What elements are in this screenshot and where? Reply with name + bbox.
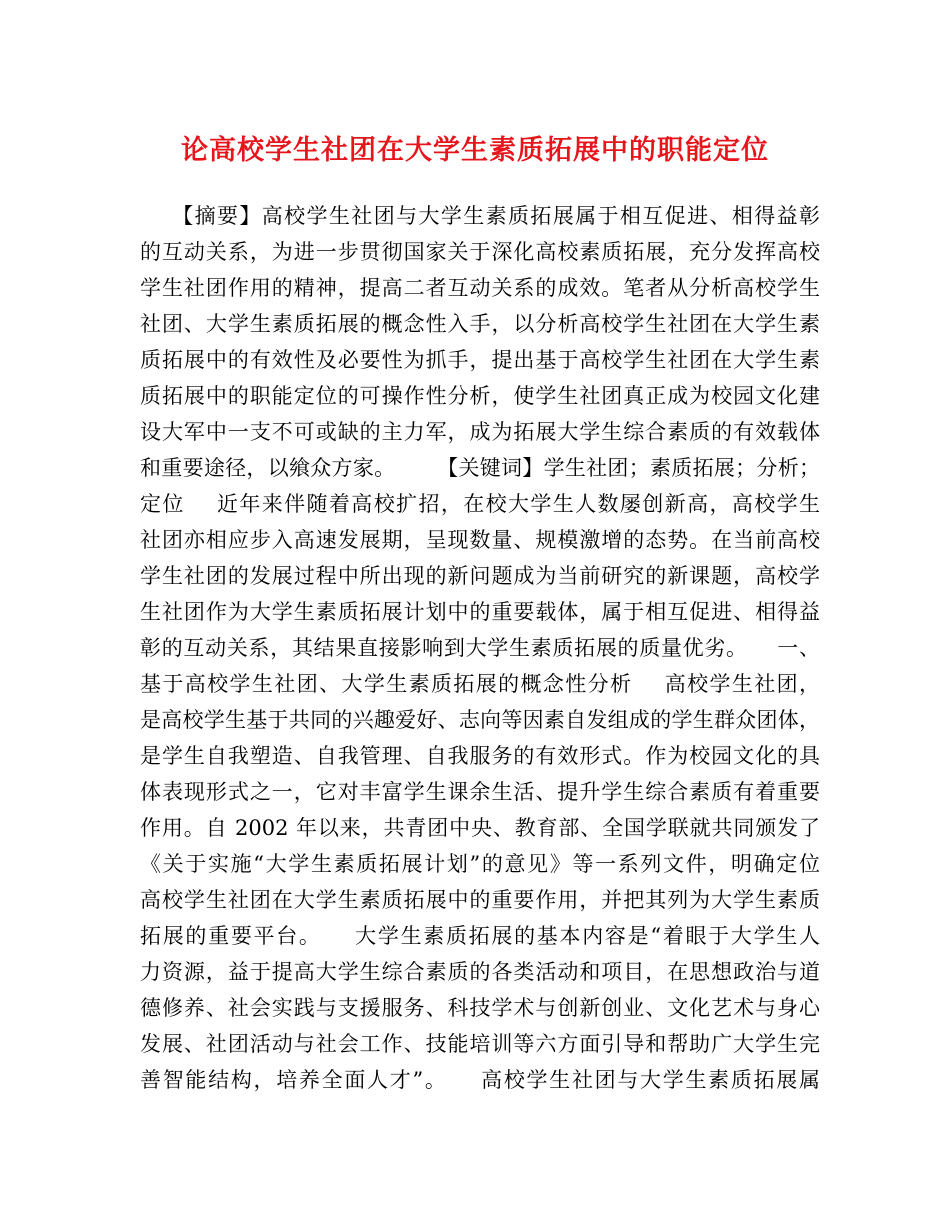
- body-line: 定位 近年来伴随着高校扩招，在校大学生人数屡创新高，高校学生: [140, 492, 820, 516]
- body-line: 【摘要】高校学生社团与大学生素质拓展属于相互促进、相得益彰: [140, 204, 820, 228]
- page-title: 论高校学生社团在大学生素质拓展中的职能定位: [181, 135, 769, 166]
- body-line: 学生社团的发展过程中所出现的新问题成为当前研究的新课题，高校学: [140, 564, 820, 588]
- body-line: 的互动关系，为进一步贯彻国家关于深化高校素质拓展，充分发挥高校: [140, 240, 820, 264]
- body-line: 体表现形式之一，它对丰富学生课余生活、提升学生综合素质有着重要: [140, 780, 820, 804]
- document-body: [140, 198, 820, 1098]
- body-line: 质拓展中的有效性及必要性为抓手，提出基于高校学生社团在大学生素: [140, 348, 820, 372]
- body-line: 彰的互动关系，其结果直接影响到大学生素质拓展的质量优劣。 一、: [140, 636, 820, 660]
- body-line: 生社团作为大学生素质拓展计划中的重要载体，属于相互促进、相得益: [140, 600, 820, 624]
- body-line: 基于高校学生社团、大学生素质拓展的概念性分析 高校学生社团，: [140, 672, 820, 696]
- body-line: 高校学生社团在大学生素质拓展中的重要作用，并把其列为大学生素质: [140, 888, 820, 912]
- body-line: 力资源，益于提高大学生综合素质的各类活动和项目，在思想政治与道: [140, 960, 820, 984]
- body-line: 社团亦相应步入高速发展期，呈现数量、规模激增的态势。在当前高校: [140, 528, 820, 552]
- body-line: 善智能结构，培养全面人才”。 高校学生社团与大学生素质拓展属: [140, 1068, 820, 1092]
- body-line: 设大军中一支不可或缺的主力军，成为拓展大学生综合素质的有效载体: [140, 420, 820, 444]
- body-line: 发展、社团活动与社会工作、技能培训等六方面引导和帮助广大学生完: [140, 1032, 820, 1056]
- body-line: 是学生自我塑造、自我管理、自我服务的有效形式。作为校园文化的具: [140, 744, 820, 768]
- body-line: 学生社团作用的精神，提高二者互动关系的成效。笔者从分析高校学生: [140, 276, 820, 300]
- body-line: 作用。自 2002 年以来，共青团中央、教育部、全国学联就共同颁发了: [140, 816, 820, 840]
- body-line: 拓展的重要平台。 大学生素质拓展的基本内容是“着眼于大学生人: [140, 924, 820, 948]
- body-line: 《关于实施“大学生素质拓展计划”的意见》等一系列文件，明确定位: [140, 852, 820, 876]
- body-line: 德修养、社会实践与支援服务、科技学术与创新创业、文化艺术与身心: [140, 996, 820, 1020]
- body-line: 社团、大学生素质拓展的概念性入手，以分析高校学生社团在大学生素: [140, 312, 820, 336]
- body-line: 质拓展中的职能定位的可操作性分析，使学生社团真正成为校园文化建: [140, 384, 820, 408]
- body-line: 和重要途径，以飨众方家。 【关键词】学生社团；素质拓展；分析；: [140, 456, 820, 480]
- body-line: 是高校学生基于共同的兴趣爱好、志向等因素自发组成的学生群众团体，: [140, 708, 820, 732]
